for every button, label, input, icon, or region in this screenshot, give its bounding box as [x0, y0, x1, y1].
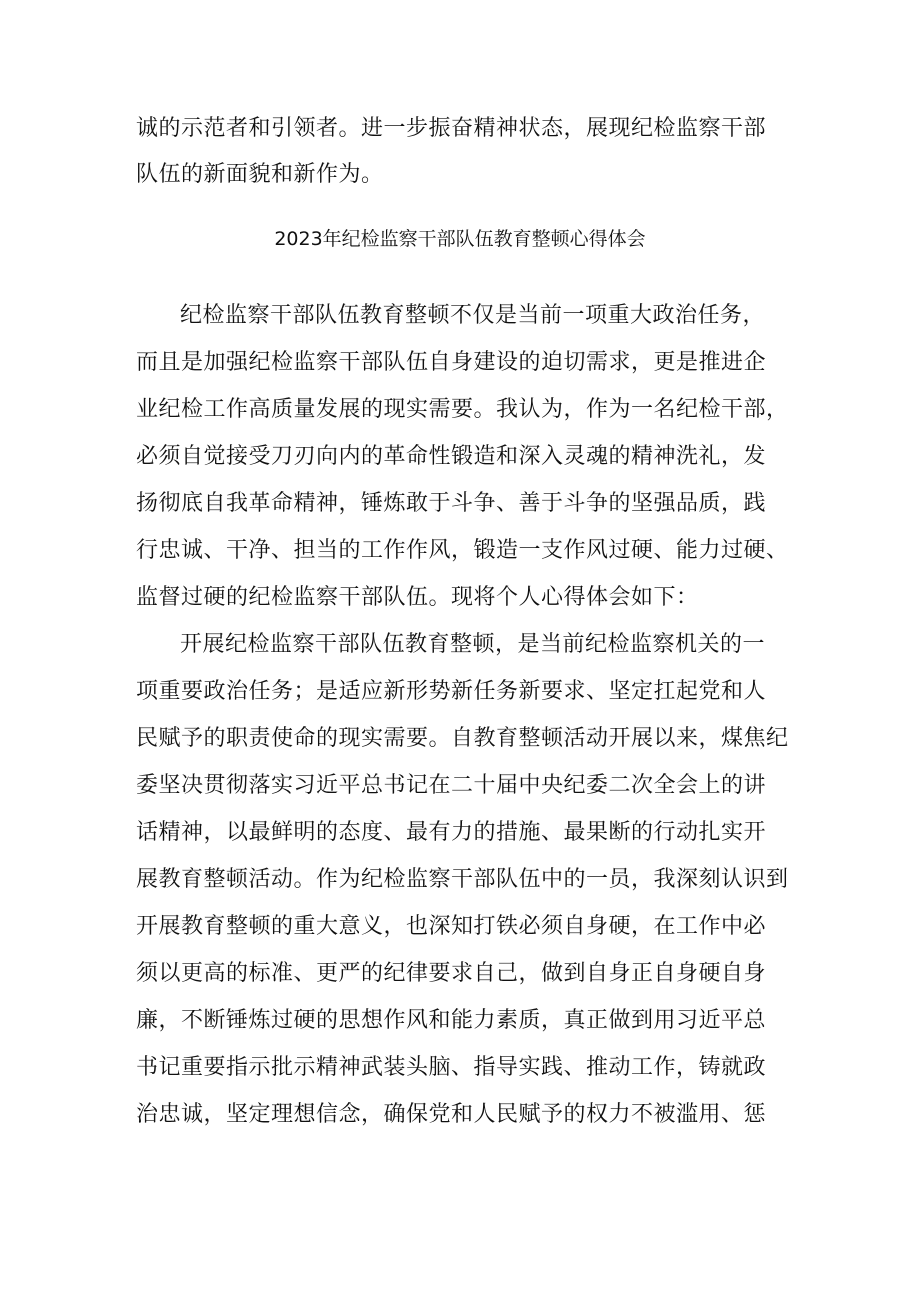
- paragraph-2-line: 民赋予的职责使命的现实需要。自教育整顿活动开展以来，煤焦纪: [136, 726, 789, 751]
- document-title: 2023年纪检监察干部队伍教育整顿心得体会: [274, 228, 646, 250]
- paragraph-1-line: 业纪检工作高质量发展的现实需要。我认为，作为一名纪检干部，: [136, 397, 789, 422]
- paragraph-2-line: 项重要政治任务；是适应新形势新任务新要求、坚定扛起党和人: [136, 679, 767, 704]
- paragraph-2-line: 开展纪检监察干部队伍教育整顿，是当前纪检监察机关的一: [180, 632, 766, 657]
- paragraph-2-line: 话精神，以最鲜明的态度、最有力的措施、最果断的行动扎实开: [136, 820, 767, 845]
- paragraph-2-line: 治忠诚，坚定理想信念，确保党和人民赋予的权力不被滥用、惩: [136, 1102, 767, 1127]
- intro-line-1: 诚的示范者和引领者。进一步振奋精神状态，展现纪检监察干部: [136, 116, 767, 141]
- paragraph-1-line: 而且是加强纪检监察干部队伍自身建设的迫切需求，更是推进企: [136, 350, 767, 375]
- paragraph-2-line: 廉，不断锤炼过硬的思想作风和能力素质，真正做到用习近平总: [136, 1008, 767, 1033]
- intro-line-2: 队伍的新面貌和新作为。: [136, 162, 384, 187]
- paragraph-2-line: 展教育整顿活动。作为纪检监察干部队伍中的一员，我深刻认识到: [136, 867, 789, 892]
- paragraph-1-line: 必须自觉接受刀刃向内的革命性锻造和深入灵魂的精神洗礼，发: [136, 444, 767, 469]
- paragraph-1-line: 纪检监察干部队伍教育整顿不仅是当前一项重大政治任务，: [180, 303, 766, 328]
- paragraph-1-line: 监督过硬的纪检监察干部队伍。现将个人心得体会如下：: [136, 585, 699, 610]
- paragraph-2-line: 书记重要指示批示精神武装头脑、指导实践、推动工作，铸就政: [136, 1055, 767, 1080]
- paragraph-2-line: 委坚决贯彻落实习近平总书记在二十届中央纪委二次全会上的讲: [136, 773, 767, 798]
- paragraph-1-line: 行忠诚、干净、担当的工作作风，锻造一支作风过硬、能力过硬、: [136, 538, 789, 563]
- paragraph-2-line: 须以更高的标准、更严的纪律要求自己，做到自身正自身硬自身: [136, 961, 767, 986]
- paragraph-1-line: 扬彻底自我革命精神，锤炼敢于斗争、善于斗争的坚强品质，践: [136, 491, 767, 516]
- paragraph-2-line: 开展教育整顿的重大意义，也深知打铁必须自身硬，在工作中必: [136, 914, 767, 939]
